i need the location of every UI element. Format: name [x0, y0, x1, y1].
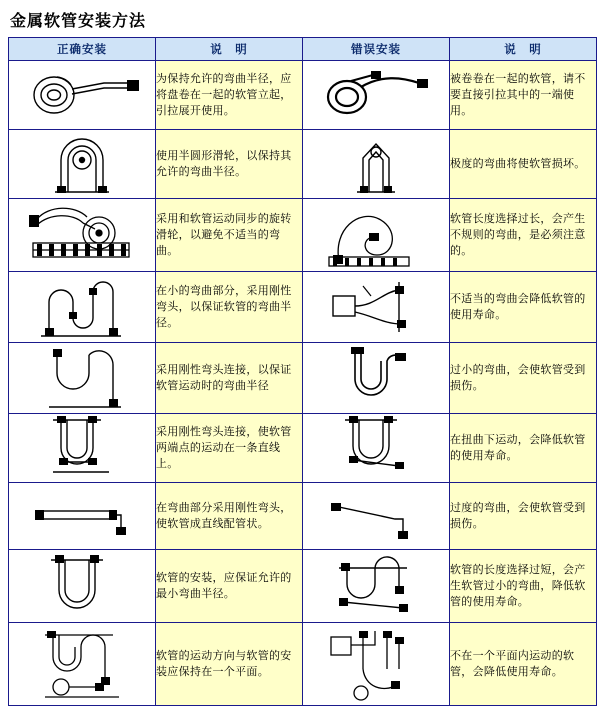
too-long-hose-icon — [303, 550, 450, 623]
header-wrong-note: 说 明 — [450, 38, 597, 61]
note-text: 采用刚性弯头连接，以保证软管运动时的弯曲半径 — [156, 343, 303, 414]
header-wrong-install: 错误安装 — [303, 38, 450, 61]
note-text: 不适当的弯曲会降低软管的使用寿命。 — [450, 272, 597, 343]
note-text: 软管的安装，应保证允许的最小弯曲半径。 — [156, 550, 303, 623]
same-plane-motion-icon — [9, 623, 156, 706]
table-row — [9, 623, 597, 706]
semicircle-pulley-icon — [9, 130, 156, 199]
note-text: 过小的弯曲，会使软管受到损伤。 — [450, 343, 597, 414]
note-text: 采用刚性弯头连接，使软管两端点的运动在一条直线上。 — [156, 414, 303, 483]
table-row — [9, 199, 597, 272]
table-row — [9, 272, 597, 343]
rigid-bend-small-radius-icon — [9, 272, 156, 343]
note-text: 过度的弯曲，会使软管受到损伤。 — [450, 483, 597, 550]
coiled-hose-pulled-icon — [303, 61, 450, 130]
note-text: 极度的弯曲将使软管损坏。 — [450, 130, 597, 199]
sharp-bend-pulley-icon — [303, 130, 450, 199]
rigid-elbow-connection-icon — [9, 343, 156, 414]
note-text: 被卷卷在一起的软管，请不要直接引拉其中的一端使用。 — [450, 61, 597, 130]
note-text: 在弯曲部分采用刚性弯头，使软管成直线配管状。 — [156, 483, 303, 550]
long-hose-irregular-bend-icon — [303, 199, 450, 272]
coiled-hose-icon — [9, 61, 156, 130]
note-text: 在小的弯曲部分，采用刚性弯头，以保证软管的弯曲半径。 — [156, 272, 303, 343]
table-header-row — [9, 38, 597, 61]
table-row — [9, 550, 597, 623]
min-bend-radius-install-icon — [9, 550, 156, 623]
note-text: 采用和软管运动同步的旋转滑轮，以避免不适当的弯曲。 — [156, 199, 303, 272]
twisting-motion-icon — [303, 414, 450, 483]
table-row — [9, 483, 597, 550]
table-row — [9, 61, 597, 130]
table-row — [9, 343, 597, 414]
straight-pipe-elbow-icon — [9, 483, 156, 550]
note-text: 为保持允许的弯曲半径，应将盘卷在一起的软管立起，引拉展开使用。 — [156, 61, 303, 130]
note-text: 软管的长度选择过短，会产生软管过小的弯曲，降低软管的使用寿命。 — [450, 550, 597, 623]
note-text: 不在一个平面内运动的软管，会降低使用寿命。 — [450, 623, 597, 706]
header-correct-install: 正确安装 — [9, 38, 156, 61]
header-correct-note: 说 明 — [156, 38, 303, 61]
note-text: 软管的运动方向与软管的安装应保持在一个平面。 — [156, 623, 303, 706]
straight-line-motion-icon — [9, 414, 156, 483]
excessive-bend-icon — [303, 483, 450, 550]
table-row — [9, 130, 597, 199]
out-of-plane-motion-icon — [303, 623, 450, 706]
note-text: 软管长度选择过长，会产生不规则的弯曲，是必须注意的。 — [450, 199, 597, 272]
rotating-pulley-sync-icon — [9, 199, 156, 272]
page-title: 金属软管安装方法 — [10, 11, 147, 30]
too-small-bend-icon — [303, 343, 450, 414]
note-text: 在扭曲下运动，会降低软管的使用寿命。 — [450, 414, 597, 483]
table-row — [9, 414, 597, 483]
table-body — [9, 61, 597, 706]
table-header — [9, 38, 597, 61]
installation-methods-table — [8, 37, 597, 706]
note-text: 使用半圆形滑轮，以保持其允许的弯曲半径。 — [156, 130, 303, 199]
improper-bend-icon — [303, 272, 450, 343]
